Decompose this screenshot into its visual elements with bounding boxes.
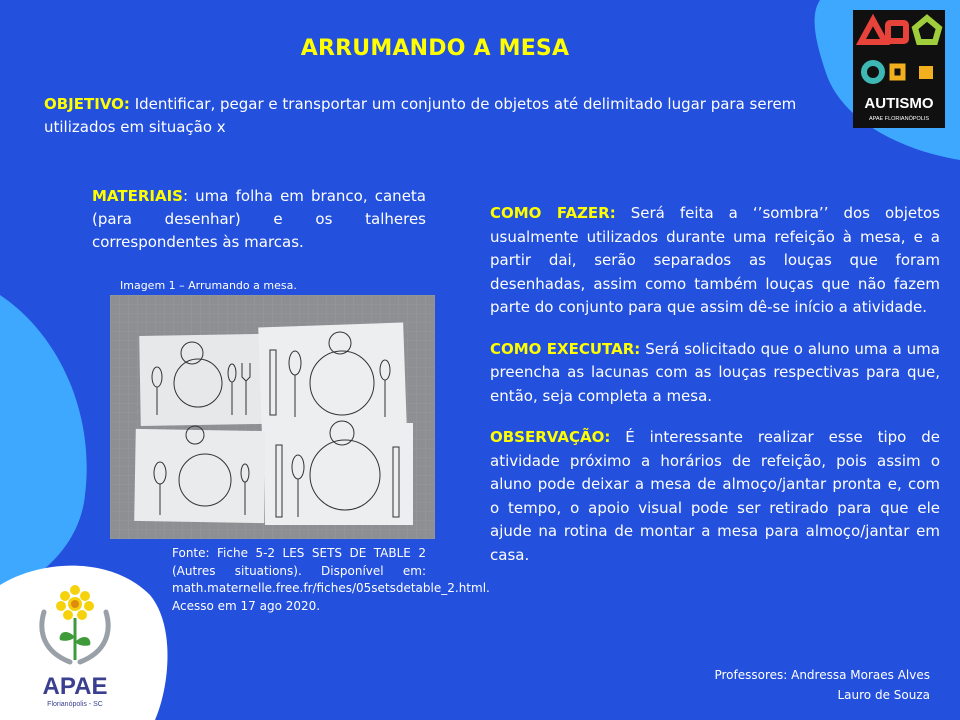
page-title: ARRUMANDO A MESA [300, 36, 570, 61]
materiais-text: : uma folha em branco, caneta (para desenhar) e os talheres correspondentes às marcas. [92, 187, 426, 251]
placemat-sheet [258, 322, 407, 432]
observacao-label: OBSERVAÇÃO: [490, 428, 611, 446]
instructions-column [490, 202, 940, 585]
apae-logo-subtext: Florianópolis - SC [47, 701, 103, 708]
placemat-sheet [265, 421, 413, 525]
autismo-logo-graphic [853, 10, 945, 128]
como-executar-text: Será solicitado que o aluno uma a uma preencha as lacunas com as louças respectivas para que, então, seja completa a mesa. [490, 339, 940, 405]
materiais-label: MATERIAIS [92, 187, 183, 205]
como-executar-paragraph [490, 338, 940, 409]
placemat-sheet [139, 334, 263, 426]
autismo-logo-subtext: APAE FLORIANÓPOLIS [868, 116, 930, 122]
como-executar-label: COMO EXECUTAR: [490, 339, 641, 358]
autismo-logo-text: AUTISMO [864, 95, 934, 112]
professor-line-1: Professores: Andressa Moraes Alves [714, 668, 930, 682]
image-caption: Imagem 1 – Arrumando a mesa. [120, 279, 297, 292]
como-fazer-text: Será feita a ‘’sombra’’ dos objetos usualmente utilizados durante uma refeição à mesa, e a partir dai, serão separados as louças que foram desenhadas, assim como também louças que não fazem parte do conjunto para que assim dê-se início a atividade. [490, 204, 940, 316]
observacao-text: É interessante realizar esse tipo de atividade próximo a horários de refeição, pois assim o aluno pode deixar a mesa de almoço/jantar pronta e, com o tempo, o apoio visual pode ser retirado para que ele ajude na rotina de montar a mesa para almoço/jantar em casa. [490, 428, 940, 564]
objetivo-label: OBJETIVO: [44, 95, 130, 113]
apae-logo-graphic [30, 582, 120, 712]
table-setting-illustration [110, 295, 435, 539]
table-setting-photo [110, 295, 435, 539]
materiais-paragraph [92, 185, 426, 254]
como-fazer-paragraph [490, 202, 940, 320]
image-source: Fonte: Fiche 5-2 LES SETS DE TABLE 2 (Autres situations). Disponível em: math.maternelle.free.fr/fiches/05setsdetable_2.html. Acesso em 17 ago 2020. [172, 546, 490, 613]
left-blob [0, 295, 110, 595]
objetivo-text: Identificar, pegar e transportar um conjunto de objetos até delimitado lugar para serem utilizados em situação x [44, 95, 797, 136]
autismo-logo [853, 10, 945, 128]
observacao-paragraph [490, 426, 940, 567]
apae-logo-text: APAE [42, 673, 108, 700]
objetivo-paragraph [44, 93, 804, 139]
como-fazer-label: COMO FAZER: [490, 204, 616, 222]
apae-logo [30, 582, 120, 712]
professors-credit [714, 665, 930, 705]
professor-line-2: Lauro de Souza [837, 688, 930, 702]
placemat-sheet [134, 426, 266, 523]
